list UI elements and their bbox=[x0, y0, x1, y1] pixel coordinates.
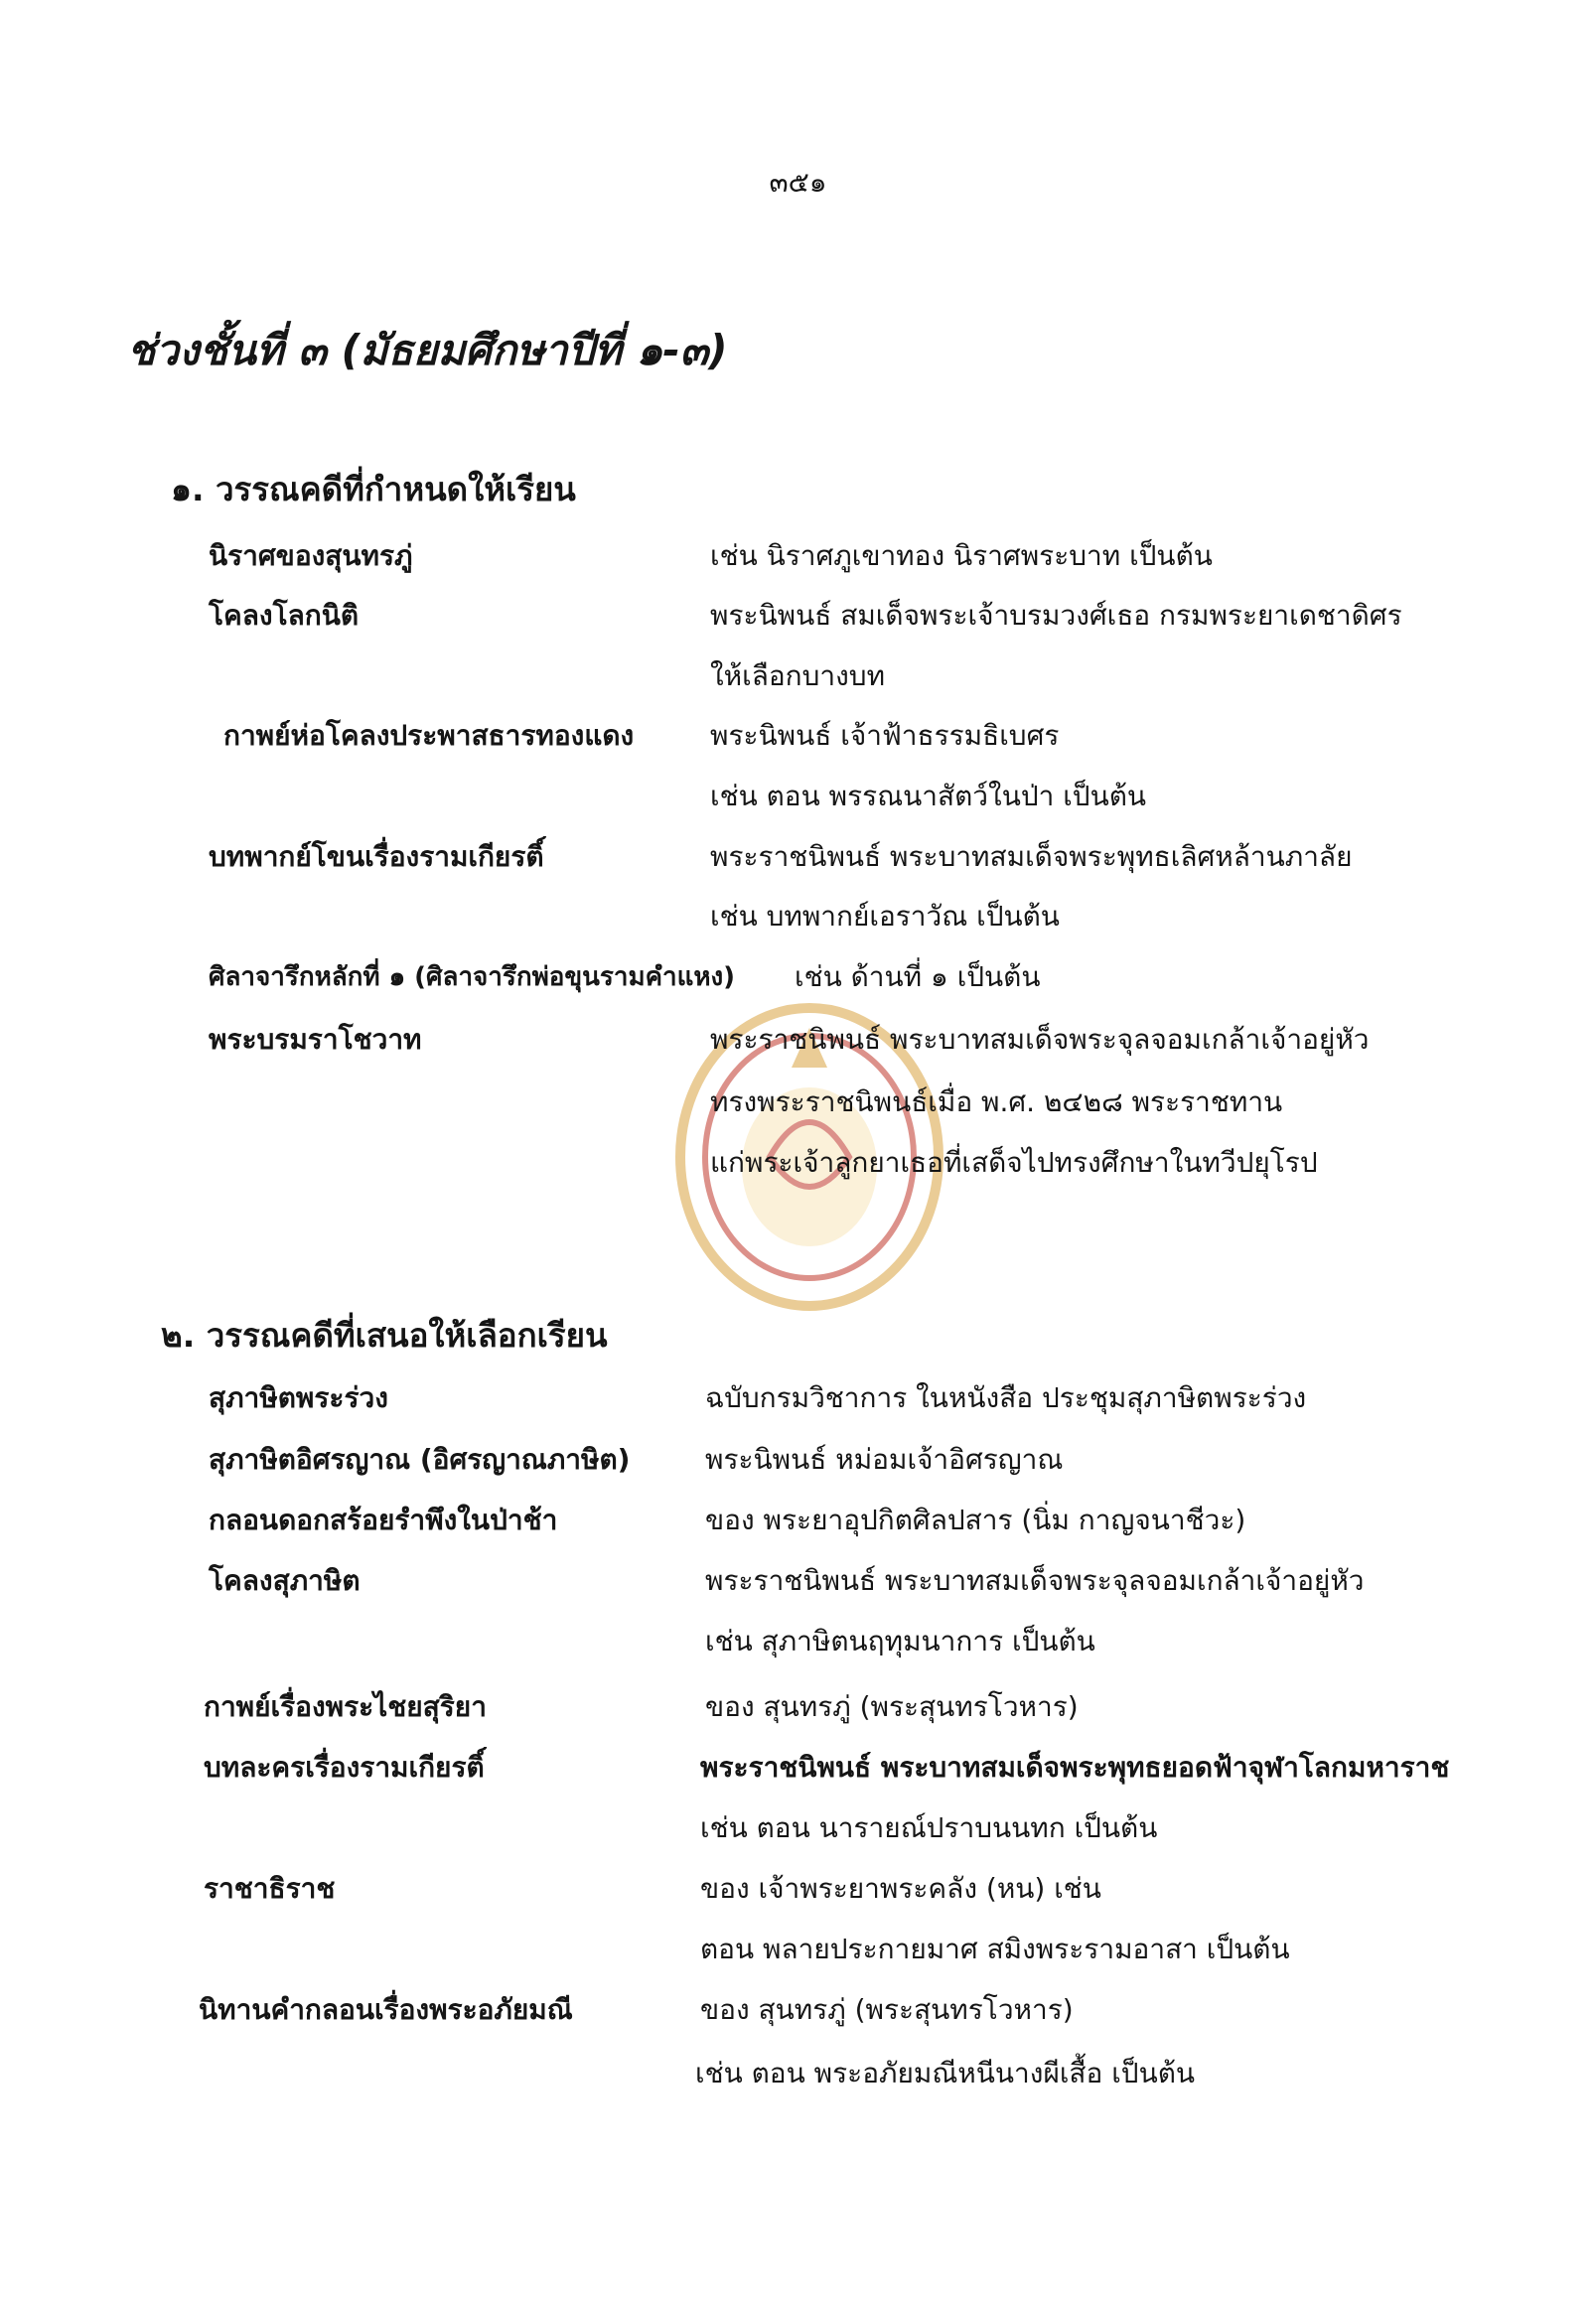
list-item bbox=[0, 954, 1596, 1014]
entry-line: เช่น ตอน พรรณนาสัตว์ในป่า เป็นต้น bbox=[710, 780, 1147, 812]
entry-line: ฉบับกรมวิชาการ ในหนังสือ ประชุมสุภาษิตพระร่วง bbox=[705, 1381, 1307, 1414]
entry-line: เช่น สุภาษิตนฤทุมนาการ เป็นต้น bbox=[705, 1625, 1095, 1657]
entry-term: นิราศของสุนทรภู่ bbox=[209, 539, 413, 572]
entry-line: พระราชนิพนธ์ พระบาทสมเด็จพระพุทธเลิศหล้านภาลัย bbox=[710, 840, 1353, 873]
section-2-title: ๒. วรรณคดีที่เสนอให้เลือกเรียน bbox=[161, 1316, 608, 1355]
entry-line: ของ เจ้าพระยาพระคลัง (หน) เช่น bbox=[700, 1872, 1101, 1905]
entry-line: ตอน พลายประกายมาศ สมิงพระรามอาสา เป็นต้น bbox=[700, 1933, 1290, 1965]
list-item bbox=[0, 834, 1596, 894]
entry-line: พระนิพนธ์ สมเด็จพระเจ้าบรมวงศ์เธอ กรมพระยาเดชาดิศร bbox=[710, 599, 1402, 632]
entry-line: พระราชนิพนธ์ พระบาทสมเด็จพระจุลจอมเกล้าเจ้าอยู่หัว bbox=[705, 1564, 1365, 1597]
list-item bbox=[0, 593, 1596, 652]
entry-line: เช่น บทพากย์เอราวัณ เป็นต้น bbox=[710, 900, 1060, 933]
entry-term: ศิลาจารึกหลักที่ ๑ (ศิลาจารึกพ่อขุนรามคำแหง) bbox=[209, 962, 736, 992]
entry-term: ราชาธิราช bbox=[204, 1872, 336, 1905]
entry-line: ของ สุนทรภู่ (พระสุนทรโวหาร) bbox=[705, 1690, 1079, 1723]
list-item bbox=[0, 533, 1596, 593]
entry-line: เช่น ตอน นารายณ์ปราบนนทก เป็นต้น bbox=[700, 1811, 1158, 1844]
list-item bbox=[0, 1684, 1596, 1744]
list-item bbox=[0, 1866, 1596, 1926]
list-item bbox=[0, 1558, 1596, 1618]
list-item bbox=[0, 1745, 1596, 1804]
list-item bbox=[0, 2051, 1596, 2110]
list-item bbox=[0, 1140, 1596, 1200]
entry-term: สุภาษิตพระร่วง bbox=[209, 1381, 388, 1414]
entry-line: เช่น ด้านที่ ๑ เป็นต้น bbox=[795, 960, 1041, 993]
entry-term: กลอนดอกสร้อยรำพึงในป่าช้า bbox=[209, 1504, 558, 1536]
list-item bbox=[0, 1498, 1596, 1557]
entry-term: โคลงโลกนิติ bbox=[209, 599, 360, 632]
entry-term: กาพย์ห่อโคลงประพาสธารทองแดง bbox=[223, 719, 635, 752]
list-item bbox=[0, 774, 1596, 833]
entry-line: แก่พระเจ้าลูกยาเธอที่เสด็จไปทรงศึกษาในทวีปยุโรป bbox=[710, 1146, 1318, 1179]
page-heading: ช่วงชั้นที่ ๓ (มัธยมศึกษาปีที่ ๑-๓) bbox=[127, 326, 728, 374]
list-item bbox=[0, 1927, 1596, 1986]
entry-term: กาพย์เรื่องพระไชยสุริยา bbox=[204, 1690, 487, 1723]
entry-line: ของ พระยาอุปกิตศิลปสาร (นิ่ม กาญจนาชีวะ) bbox=[705, 1504, 1246, 1536]
entry-line: เช่น นิราศภูเขาทอง นิราศพระบาท เป็นต้น bbox=[710, 539, 1213, 572]
entry-line: ทรงพระราชนิพนธ์เมื่อ พ.ศ. ๒๔๒๘ พระราชทาน bbox=[710, 1085, 1283, 1118]
entry-term: บทละครเรื่องรามเกียรติ์ bbox=[204, 1751, 485, 1784]
page-number: ๓๕๑ bbox=[769, 166, 827, 199]
entry-term: นิทานคำกลอนเรื่องพระอภัยมณี bbox=[199, 1993, 573, 2026]
entry-term: สุภาษิตอิศรญาณ (อิศรญาณภาษิต) bbox=[209, 1443, 631, 1476]
list-item bbox=[0, 1080, 1596, 1139]
list-item bbox=[0, 713, 1596, 773]
list-item bbox=[0, 1619, 1596, 1678]
entry-term: บทพากย์โขนเรื่องรามเกียรติ์ bbox=[209, 840, 544, 873]
entry-line: พระนิพนธ์ หม่อมเจ้าอิศรญาณ bbox=[705, 1443, 1064, 1476]
entry-line: เช่น ตอน พระอภัยมณีหนีนางผีเสื้อ เป็นต้น bbox=[695, 2057, 1196, 2089]
entry-line: ให้เลือกบางบท bbox=[710, 659, 886, 692]
list-item bbox=[0, 1437, 1596, 1497]
entry-line: ของ สุนทรภู่ (พระสุนทรโวหาร) bbox=[700, 1993, 1074, 2026]
section-1-title: ๑. วรรณคดีที่กำหนดให้เรียน bbox=[171, 470, 576, 508]
list-item bbox=[0, 1987, 1596, 2047]
list-item bbox=[0, 894, 1596, 953]
list-item bbox=[0, 653, 1596, 713]
entry-term: พระบรมราโชวาท bbox=[209, 1023, 422, 1056]
entry-line: พระนิพนธ์ เจ้าฟ้าธรรมธิเบศร bbox=[710, 719, 1060, 752]
list-item bbox=[0, 1375, 1596, 1435]
entry-line: พระราชนิพนธ์ พระบาทสมเด็จพระพุทธยอดฟ้าจุฬาโลกมหาราช bbox=[700, 1751, 1450, 1784]
entry-line: พระราชนิพนธ์ พระบาทสมเด็จพระจุลจอมเกล้าเจ้าอยู่หัว bbox=[710, 1023, 1370, 1056]
list-item bbox=[0, 1805, 1596, 1865]
entry-term: โคลงสุภาษิต bbox=[209, 1564, 361, 1597]
list-item bbox=[0, 1017, 1596, 1077]
